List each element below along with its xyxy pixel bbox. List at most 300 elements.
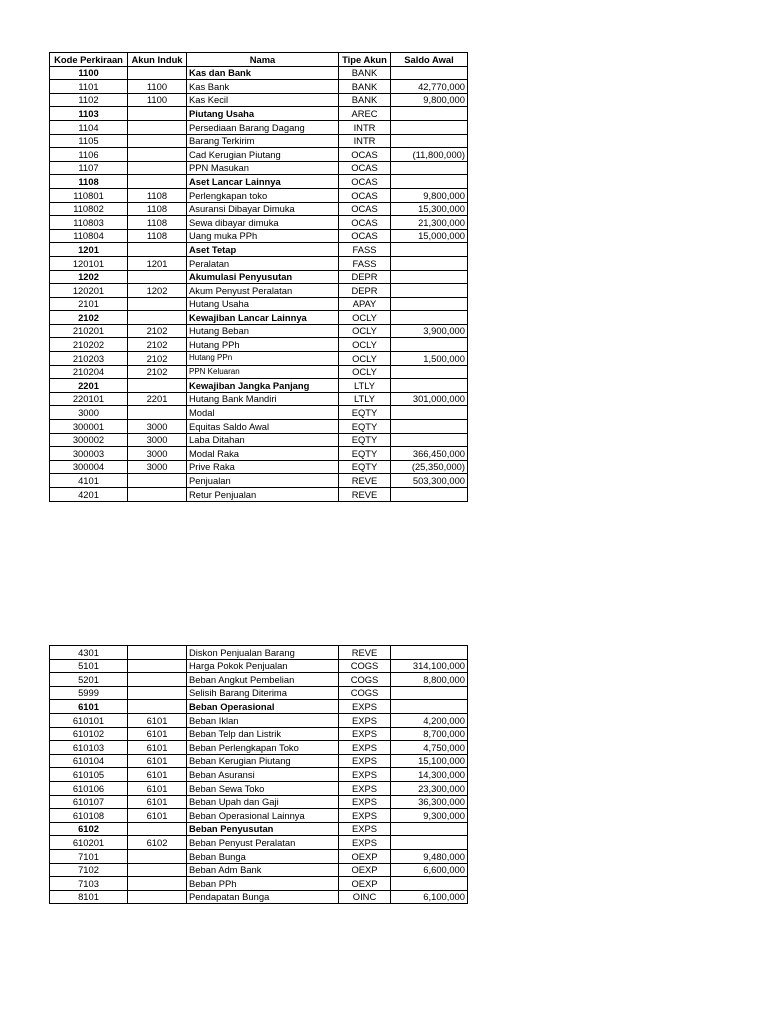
cell-saldo-awal: 8,800,000 xyxy=(391,673,468,687)
cell-kode-perkiraan: 1202 xyxy=(50,270,128,284)
table-row xyxy=(50,270,468,284)
cell-tipe-akun: EXPS xyxy=(339,795,391,809)
cell-kode-perkiraan: 2101 xyxy=(50,297,128,311)
cell-akun-induk xyxy=(128,66,187,80)
cell-tipe-akun: APAY xyxy=(339,297,391,311)
cell-kode-perkiraan: 1100 xyxy=(50,66,128,80)
cell-kode-perkiraan: 1201 xyxy=(50,243,128,257)
table-row xyxy=(50,202,468,216)
cell-kode-perkiraan: 1107 xyxy=(50,161,128,175)
table-row xyxy=(50,686,468,700)
cell-nama: Kas dan Bank xyxy=(187,66,339,80)
cell-saldo-awal xyxy=(391,284,468,298)
cell-saldo-awal xyxy=(391,256,468,270)
cell-kode-perkiraan: 610104 xyxy=(50,754,128,768)
cell-tipe-akun: EXPS xyxy=(339,768,391,782)
cell-saldo-awal: (25,350,000) xyxy=(391,460,468,474)
cell-tipe-akun: OEXP xyxy=(339,877,391,891)
cell-saldo-awal xyxy=(391,365,468,379)
cell-akun-induk: 3000 xyxy=(128,420,187,434)
cell-kode-perkiraan: 220101 xyxy=(50,392,128,406)
cell-kode-perkiraan: 5101 xyxy=(50,659,128,673)
cell-tipe-akun: EXPS xyxy=(339,809,391,823)
cell-kode-perkiraan: 3000 xyxy=(50,406,128,420)
cell-akun-induk xyxy=(128,877,187,891)
cell-nama: Beban Operasional xyxy=(187,700,339,714)
cell-akun-induk xyxy=(128,822,187,836)
cell-saldo-awal: 23,300,000 xyxy=(391,781,468,795)
cell-tipe-akun: OEXP xyxy=(339,863,391,877)
cell-kode-perkiraan: 210204 xyxy=(50,365,128,379)
cell-kode-perkiraan: 610201 xyxy=(50,836,128,850)
cell-kode-perkiraan: 610105 xyxy=(50,768,128,782)
cell-saldo-awal: 503,300,000 xyxy=(391,474,468,488)
table-row xyxy=(50,646,468,660)
cell-nama: Equitas Saldo Awal xyxy=(187,420,339,434)
cell-akun-induk: 2102 xyxy=(128,338,187,352)
cell-tipe-akun: DEPR xyxy=(339,284,391,298)
cell-kode-perkiraan: 6101 xyxy=(50,700,128,714)
cell-tipe-akun: BANK xyxy=(339,66,391,80)
table-2-body xyxy=(50,646,468,904)
cell-tipe-akun: OCLY xyxy=(339,311,391,325)
cell-saldo-awal: 15,300,000 xyxy=(391,202,468,216)
cell-akun-induk xyxy=(128,270,187,284)
table-row xyxy=(50,107,468,121)
cell-nama: Selisih Barang Diterima xyxy=(187,686,339,700)
cell-saldo-awal: 1,500,000 xyxy=(391,352,468,366)
cell-saldo-awal xyxy=(391,877,468,891)
cell-tipe-akun: REVE xyxy=(339,488,391,502)
cell-kode-perkiraan: 210201 xyxy=(50,324,128,338)
table-row xyxy=(50,365,468,379)
table-row xyxy=(50,148,468,162)
cell-kode-perkiraan: 610103 xyxy=(50,741,128,755)
cell-nama: Cad Kerugian Piutang xyxy=(187,148,339,162)
cell-kode-perkiraan: 1103 xyxy=(50,107,128,121)
cell-kode-perkiraan: 4201 xyxy=(50,488,128,502)
cell-akun-induk xyxy=(128,243,187,257)
table-row xyxy=(50,229,468,243)
table-row xyxy=(50,727,468,741)
cell-kode-perkiraan: 300004 xyxy=(50,460,128,474)
cell-nama: Beban Penyusutan xyxy=(187,822,339,836)
cell-tipe-akun: EQTY xyxy=(339,406,391,420)
cell-akun-induk xyxy=(128,646,187,660)
table-row xyxy=(50,284,468,298)
table-row xyxy=(50,297,468,311)
cell-tipe-akun: OCAS xyxy=(339,188,391,202)
cell-saldo-awal: 301,000,000 xyxy=(391,392,468,406)
cell-akun-induk: 2201 xyxy=(128,392,187,406)
table-row xyxy=(50,795,468,809)
table-row xyxy=(50,877,468,891)
cell-tipe-akun: AREC xyxy=(339,107,391,121)
cell-akun-induk: 2102 xyxy=(128,324,187,338)
cell-saldo-awal: 6,600,000 xyxy=(391,863,468,877)
cell-akun-induk xyxy=(128,297,187,311)
cell-nama: Akum Penyust Peralatan xyxy=(187,284,339,298)
cell-akun-induk: 6101 xyxy=(128,781,187,795)
cell-nama: Kas Kecil xyxy=(187,93,339,107)
cell-nama: Beban PPh xyxy=(187,877,339,891)
table-row xyxy=(50,134,468,148)
cell-akun-induk: 6101 xyxy=(128,741,187,755)
cell-nama: Hutang Usaha xyxy=(187,297,339,311)
cell-tipe-akun: REVE xyxy=(339,646,391,660)
cell-kode-perkiraan: 300001 xyxy=(50,420,128,434)
table-row xyxy=(50,420,468,434)
cell-saldo-awal xyxy=(391,836,468,850)
cell-tipe-akun: OCLY xyxy=(339,324,391,338)
cell-kode-perkiraan: 5999 xyxy=(50,686,128,700)
cell-akun-induk xyxy=(128,311,187,325)
chart-of-accounts-table-2 xyxy=(49,645,468,904)
cell-tipe-akun: OCAS xyxy=(339,216,391,230)
cell-kode-perkiraan: 2102 xyxy=(50,311,128,325)
cell-nama: Diskon Penjualan Barang xyxy=(187,646,339,660)
cell-nama: Perlengkapan toko xyxy=(187,188,339,202)
cell-nama: Beban Bunga xyxy=(187,849,339,863)
cell-akun-induk: 3000 xyxy=(128,447,187,461)
cell-tipe-akun: EQTY xyxy=(339,447,391,461)
cell-nama: Peralatan xyxy=(187,256,339,270)
table-row xyxy=(50,836,468,850)
cell-nama: Kewajiban Jangka Panjang xyxy=(187,379,339,393)
table-row xyxy=(50,120,468,134)
cell-nama: Sewa dibayar dimuka xyxy=(187,216,339,230)
cell-kode-perkiraan: 300003 xyxy=(50,447,128,461)
table-row xyxy=(50,781,468,795)
chart-of-accounts-table-1 xyxy=(49,52,468,502)
cell-kode-perkiraan: 610101 xyxy=(50,713,128,727)
cell-tipe-akun: EQTY xyxy=(339,420,391,434)
table-row xyxy=(50,66,468,80)
table-row xyxy=(50,700,468,714)
cell-tipe-akun: EXPS xyxy=(339,822,391,836)
cell-kode-perkiraan: 300002 xyxy=(50,433,128,447)
cell-nama: Hutang Beban xyxy=(187,324,339,338)
table-row xyxy=(50,659,468,673)
cell-saldo-awal: 3,900,000 xyxy=(391,324,468,338)
cell-tipe-akun: OCLY xyxy=(339,365,391,379)
table-row xyxy=(50,741,468,755)
header-kode-perkiraan: Kode Perkiraan xyxy=(50,53,128,67)
cell-nama: Beban Operasional Lainnya xyxy=(187,809,339,823)
table-row xyxy=(50,324,468,338)
cell-akun-induk xyxy=(128,161,187,175)
cell-nama: Kewajiban Lancar Lainnya xyxy=(187,311,339,325)
cell-tipe-akun: EQTY xyxy=(339,460,391,474)
cell-akun-induk: 1100 xyxy=(128,93,187,107)
cell-saldo-awal: 14,300,000 xyxy=(391,768,468,782)
cell-nama: Laba Ditahan xyxy=(187,433,339,447)
cell-tipe-akun: COGS xyxy=(339,686,391,700)
table-row xyxy=(50,447,468,461)
cell-akun-induk xyxy=(128,673,187,687)
table-row xyxy=(50,849,468,863)
cell-akun-induk: 3000 xyxy=(128,460,187,474)
cell-tipe-akun: DEPR xyxy=(339,270,391,284)
cell-saldo-awal: (11,800,000) xyxy=(391,148,468,162)
cell-akun-induk: 2102 xyxy=(128,352,187,366)
cell-saldo-awal xyxy=(391,406,468,420)
cell-akun-induk xyxy=(128,488,187,502)
cell-nama: Uang muka PPh xyxy=(187,229,339,243)
cell-tipe-akun: INTR xyxy=(339,134,391,148)
table-row xyxy=(50,406,468,420)
cell-tipe-akun: OCLY xyxy=(339,352,391,366)
table-row xyxy=(50,713,468,727)
cell-saldo-awal xyxy=(391,420,468,434)
cell-akun-induk: 6101 xyxy=(128,809,187,823)
cell-nama: Aset Tetap xyxy=(187,243,339,257)
cell-saldo-awal: 366,450,000 xyxy=(391,447,468,461)
cell-nama: Asuransi Dibayar Dimuka xyxy=(187,202,339,216)
cell-tipe-akun: OCAS xyxy=(339,175,391,189)
cell-akun-induk xyxy=(128,700,187,714)
cell-kode-perkiraan: 2201 xyxy=(50,379,128,393)
cell-saldo-awal: 4,200,000 xyxy=(391,713,468,727)
cell-kode-perkiraan: 1102 xyxy=(50,93,128,107)
cell-saldo-awal xyxy=(391,822,468,836)
cell-nama: Modal Raka xyxy=(187,447,339,461)
cell-saldo-awal xyxy=(391,107,468,121)
table-row xyxy=(50,93,468,107)
cell-tipe-akun: BANK xyxy=(339,93,391,107)
cell-saldo-awal xyxy=(391,297,468,311)
cell-tipe-akun: OCAS xyxy=(339,161,391,175)
cell-tipe-akun: EXPS xyxy=(339,713,391,727)
table-row xyxy=(50,890,468,904)
cell-tipe-akun: EXPS xyxy=(339,741,391,755)
cell-tipe-akun: INTR xyxy=(339,120,391,134)
cell-akun-induk: 3000 xyxy=(128,433,187,447)
cell-tipe-akun: EXPS xyxy=(339,754,391,768)
header-saldo-awal: Saldo Awal xyxy=(391,53,468,67)
cell-kode-perkiraan: 4101 xyxy=(50,474,128,488)
cell-saldo-awal xyxy=(391,700,468,714)
cell-akun-induk xyxy=(128,406,187,420)
table-row xyxy=(50,809,468,823)
cell-tipe-akun: FASS xyxy=(339,256,391,270)
cell-akun-induk xyxy=(128,148,187,162)
table-row xyxy=(50,216,468,230)
cell-akun-induk xyxy=(128,134,187,148)
cell-akun-induk: 1202 xyxy=(128,284,187,298)
table-1-body xyxy=(50,66,468,501)
cell-nama: Hutang PPh xyxy=(187,338,339,352)
cell-nama: PPN Masukan xyxy=(187,161,339,175)
cell-kode-perkiraan: 6102 xyxy=(50,822,128,836)
cell-nama: Harga Pokok Penjualan xyxy=(187,659,339,673)
table-row xyxy=(50,863,468,877)
cell-saldo-awal xyxy=(391,488,468,502)
cell-akun-induk: 2102 xyxy=(128,365,187,379)
cell-akun-induk: 1108 xyxy=(128,202,187,216)
cell-saldo-awal xyxy=(391,646,468,660)
cell-kode-perkiraan: 1104 xyxy=(50,120,128,134)
table-row xyxy=(50,352,468,366)
cell-nama: Beban Angkut Pembelian xyxy=(187,673,339,687)
cell-saldo-awal: 9,800,000 xyxy=(391,188,468,202)
cell-kode-perkiraan: 610106 xyxy=(50,781,128,795)
cell-akun-induk xyxy=(128,659,187,673)
table-row xyxy=(50,392,468,406)
cell-kode-perkiraan: 1105 xyxy=(50,134,128,148)
cell-nama: Pendapatan Bunga xyxy=(187,890,339,904)
cell-akun-induk xyxy=(128,474,187,488)
cell-nama: Beban Upah dan Gaji xyxy=(187,795,339,809)
cell-nama: Beban Iklan xyxy=(187,713,339,727)
cell-saldo-awal: 21,300,000 xyxy=(391,216,468,230)
table-row xyxy=(50,754,468,768)
header-row xyxy=(50,53,468,67)
cell-saldo-awal xyxy=(391,270,468,284)
cell-akun-induk: 6101 xyxy=(128,754,187,768)
cell-tipe-akun: EXPS xyxy=(339,727,391,741)
cell-saldo-awal xyxy=(391,311,468,325)
cell-kode-perkiraan: 610108 xyxy=(50,809,128,823)
cell-saldo-awal: 36,300,000 xyxy=(391,795,468,809)
cell-saldo-awal: 42,770,000 xyxy=(391,80,468,94)
table-row xyxy=(50,474,468,488)
table-row xyxy=(50,188,468,202)
cell-akun-induk: 6101 xyxy=(128,713,187,727)
cell-kode-perkiraan: 120201 xyxy=(50,284,128,298)
table-row xyxy=(50,488,468,502)
cell-kode-perkiraan: 610102 xyxy=(50,727,128,741)
header-nama: Nama xyxy=(187,53,339,67)
cell-tipe-akun: REVE xyxy=(339,474,391,488)
cell-nama: Barang Terkirim xyxy=(187,134,339,148)
cell-akun-induk: 1201 xyxy=(128,256,187,270)
cell-akun-induk: 1108 xyxy=(128,216,187,230)
cell-nama: Modal xyxy=(187,406,339,420)
cell-akun-induk xyxy=(128,686,187,700)
cell-saldo-awal: 9,300,000 xyxy=(391,809,468,823)
cell-nama: Piutang Usaha xyxy=(187,107,339,121)
cell-tipe-akun: OEXP xyxy=(339,849,391,863)
cell-saldo-awal: 9,480,000 xyxy=(391,849,468,863)
header-tipe-akun: Tipe Akun xyxy=(339,53,391,67)
table-row xyxy=(50,768,468,782)
cell-nama: Prive Raka xyxy=(187,460,339,474)
cell-tipe-akun: OCAS xyxy=(339,148,391,162)
cell-nama: Beban Adm Bank xyxy=(187,863,339,877)
cell-tipe-akun: OCAS xyxy=(339,229,391,243)
cell-saldo-awal xyxy=(391,433,468,447)
cell-kode-perkiraan: 210202 xyxy=(50,338,128,352)
cell-kode-perkiraan: 110804 xyxy=(50,229,128,243)
table-row xyxy=(50,175,468,189)
table-row xyxy=(50,256,468,270)
cell-saldo-awal xyxy=(391,379,468,393)
table-row xyxy=(50,243,468,257)
cell-tipe-akun: LTLY xyxy=(339,392,391,406)
table-row xyxy=(50,822,468,836)
header-akun-induk: Akun Induk xyxy=(128,53,187,67)
cell-nama: Kas Bank xyxy=(187,80,339,94)
table-row xyxy=(50,460,468,474)
cell-kode-perkiraan: 7101 xyxy=(50,849,128,863)
cell-kode-perkiraan: 7102 xyxy=(50,863,128,877)
cell-nama: Beban Kerugian Piutang xyxy=(187,754,339,768)
cell-akun-induk: 1108 xyxy=(128,188,187,202)
cell-tipe-akun: EXPS xyxy=(339,781,391,795)
cell-saldo-awal xyxy=(391,175,468,189)
cell-akun-induk xyxy=(128,849,187,863)
cell-akun-induk xyxy=(128,107,187,121)
cell-saldo-awal: 15,000,000 xyxy=(391,229,468,243)
cell-nama: Penjualan xyxy=(187,474,339,488)
cell-saldo-awal: 6,100,000 xyxy=(391,890,468,904)
cell-nama: Beban Telp dan Listrik xyxy=(187,727,339,741)
table-row xyxy=(50,80,468,94)
cell-saldo-awal xyxy=(391,338,468,352)
cell-kode-perkiraan: 610107 xyxy=(50,795,128,809)
cell-akun-induk: 1108 xyxy=(128,229,187,243)
cell-akun-induk: 6101 xyxy=(128,727,187,741)
table-row xyxy=(50,338,468,352)
cell-akun-induk xyxy=(128,120,187,134)
table-row xyxy=(50,673,468,687)
cell-nama: Retur Penjualan xyxy=(187,488,339,502)
table-row xyxy=(50,379,468,393)
cell-kode-perkiraan: 7103 xyxy=(50,877,128,891)
cell-tipe-akun: OINC xyxy=(339,890,391,904)
table-row xyxy=(50,161,468,175)
cell-nama: Hutang Bank Mandiri xyxy=(187,392,339,406)
cell-saldo-awal xyxy=(391,66,468,80)
cell-tipe-akun: LTLY xyxy=(339,379,391,393)
cell-kode-perkiraan: 1101 xyxy=(50,80,128,94)
cell-akun-induk: 6101 xyxy=(128,795,187,809)
cell-saldo-awal xyxy=(391,134,468,148)
cell-akun-induk: 1100 xyxy=(128,80,187,94)
table-row xyxy=(50,433,468,447)
cell-akun-induk: 6101 xyxy=(128,768,187,782)
cell-kode-perkiraan: 8101 xyxy=(50,890,128,904)
cell-kode-perkiraan: 210203 xyxy=(50,352,128,366)
cell-tipe-akun: FASS xyxy=(339,243,391,257)
cell-nama: Beban Perlengkapan Toko xyxy=(187,741,339,755)
cell-tipe-akun: EQTY xyxy=(339,433,391,447)
table-row xyxy=(50,311,468,325)
cell-saldo-awal: 314,100,000 xyxy=(391,659,468,673)
cell-kode-perkiraan: 1108 xyxy=(50,175,128,189)
cell-tipe-akun: EXPS xyxy=(339,700,391,714)
cell-tipe-akun: OCLY xyxy=(339,338,391,352)
cell-akun-induk xyxy=(128,890,187,904)
cell-nama: Persediaan Barang Dagang xyxy=(187,120,339,134)
cell-akun-induk xyxy=(128,175,187,189)
cell-tipe-akun: OCAS xyxy=(339,202,391,216)
cell-saldo-awal xyxy=(391,686,468,700)
cell-tipe-akun: COGS xyxy=(339,659,391,673)
cell-saldo-awal xyxy=(391,161,468,175)
cell-kode-perkiraan: 1106 xyxy=(50,148,128,162)
cell-nama: Beban Sewa Toko xyxy=(187,781,339,795)
cell-nama: Hutang PPn xyxy=(187,352,339,366)
cell-nama: Aset Lancar Lainnya xyxy=(187,175,339,189)
cell-saldo-awal: 8,700,000 xyxy=(391,727,468,741)
cell-nama: Akumulasi Penyusutan xyxy=(187,270,339,284)
cell-kode-perkiraan: 5201 xyxy=(50,673,128,687)
cell-kode-perkiraan: 110802 xyxy=(50,202,128,216)
cell-kode-perkiraan: 110801 xyxy=(50,188,128,202)
cell-kode-perkiraan: 110803 xyxy=(50,216,128,230)
